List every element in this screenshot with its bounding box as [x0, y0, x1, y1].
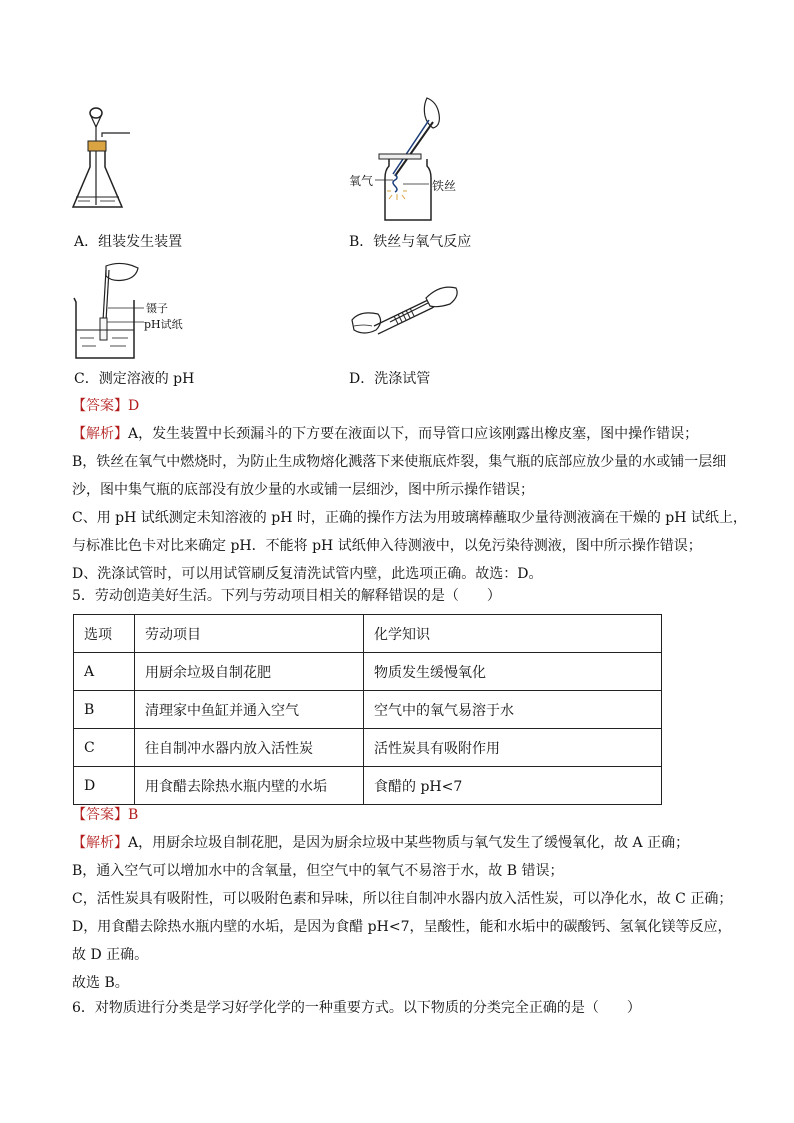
q4-analysis-line: D、洗涤试管时，可以用试管刷反复清洗试管内壁，此选项正确。故选：D。 — [72, 566, 543, 582]
q4-analysis-line: C、用 pH 试纸测定未知溶液的 pH 时，正确的操作方法为用玻璃棒蘸取少量待测液滴在干燥的 pH 试纸上， — [72, 510, 747, 526]
q5-answer — [72, 805, 138, 825]
table-cell: B — [74, 691, 135, 729]
table-header-cell: 选项 — [74, 615, 135, 653]
q5-question: 5．劳动创造美好生活。下列与劳动项目相关的解释错误的是（ ） — [72, 588, 501, 604]
table-cell: 清理家中鱼缸并通入空气 — [135, 691, 364, 729]
q5-analysis-line — [72, 833, 689, 853]
option-d-label: D．洗涤试管 — [349, 371, 431, 387]
answer-tag: 【答案】 — [72, 398, 128, 414]
ph-paper-label: pH试纸 — [144, 318, 183, 331]
answer-tag: 【答案】 — [72, 807, 128, 823]
table-cell: D — [74, 767, 135, 805]
q5-analysis-line: 故选 B。 — [72, 975, 129, 991]
figure-d-washing-tube — [350, 280, 465, 345]
q4-analysis-line — [72, 424, 698, 444]
figure-a-flask-apparatus — [70, 105, 140, 215]
answer-value: B — [128, 807, 139, 823]
table-header-row — [74, 615, 662, 653]
tweezers-label: 镊子 — [146, 302, 168, 315]
answer-value: D — [128, 398, 140, 414]
table-header-cell: 化学知识 — [364, 615, 662, 653]
table-row — [74, 729, 662, 767]
table-row — [74, 653, 662, 691]
q4-analysis-line: 与标准比色卡对比来确定 pH．不能将 pH 试纸伸入待测液中，以免污染待测液，图中所示操作错误； — [72, 538, 702, 554]
option-c-label: C．测定溶液的 pH — [74, 371, 195, 387]
table-cell: A — [74, 653, 135, 691]
table-row — [74, 767, 662, 805]
iron-wire-label: 铁丝 — [432, 179, 457, 193]
table-cell: 物质发生缓慢氧化 — [364, 653, 662, 691]
oxygen-label: 氧气 — [349, 174, 374, 188]
table-cell: 用厨余垃圾自制花肥 — [135, 653, 364, 691]
q6-question: 6．对物质进行分类是学习好学化学的一种重要方式。以下物质的分类完全正确的是（ ） — [72, 1000, 641, 1016]
table-cell: C — [74, 729, 135, 767]
q5-analysis-line: D，用食醋去除热水瓶内壁的水垢，是因为食醋 pH<7，呈酸性，能和水垢中的碳酸钙、氢氧化镁等反应， — [72, 919, 732, 935]
q5-analysis-line: 故 D 正确。 — [72, 947, 149, 963]
table-cell: 用食醋去除热水瓶内壁的水垢 — [135, 767, 364, 805]
analysis-tag: 【解析】 — [72, 426, 128, 442]
table-row — [74, 691, 662, 729]
q4-analysis-line: B，铁丝在氧气中燃烧时，为防止生成物熔化溅落下来使瓶底炸裂，集气瓶的底部应放少量的水或铺一层细 — [72, 454, 727, 470]
option-a-label: A．组装发生装置 — [74, 234, 183, 250]
table-cell: 活性炭具有吸附作用 — [364, 729, 662, 767]
analysis-tag: 【解析】 — [72, 835, 128, 851]
analysis-text: A，用厨余垃圾自制花肥，是因为厨余垃圾中某些物质与氧气发生了缓慢氧化，故 A 正确； — [128, 835, 690, 851]
analysis-text: A，发生装置中长颈漏斗的下方要在液面以下，而导管口应该刚露出橡皮塞，图中操作错误； — [128, 426, 699, 442]
table-cell: 食醋的 pH<7 — [364, 767, 662, 805]
q5-analysis-line: B，通入空气可以增加水中的含氧量，但空气中的氧气不易溶于水，故 B 错误； — [72, 863, 564, 879]
q5-table — [73, 614, 662, 805]
q5-analysis-line: C，活性炭具有吸附性，可以吸附色素和异味，所以往自制冲水器内放入活性炭，可以净化水，故 C 正确； — [72, 891, 733, 907]
option-b-label: B．铁丝与氧气反应 — [349, 234, 472, 250]
table-cell: 往自制冲水器内放入活性炭 — [135, 729, 364, 767]
figure-b-iron-wire-oxygen — [345, 96, 465, 226]
figure-c-ph-test — [72, 260, 152, 365]
table-header-cell: 劳动项目 — [135, 615, 364, 653]
q4-analysis-line: 沙，图中集气瓶的底部没有放少量的水或铺一层细沙，图中所示操作错误； — [72, 482, 534, 498]
table-cell: 空气中的氧气易溶于水 — [364, 691, 662, 729]
q4-answer — [72, 396, 139, 416]
